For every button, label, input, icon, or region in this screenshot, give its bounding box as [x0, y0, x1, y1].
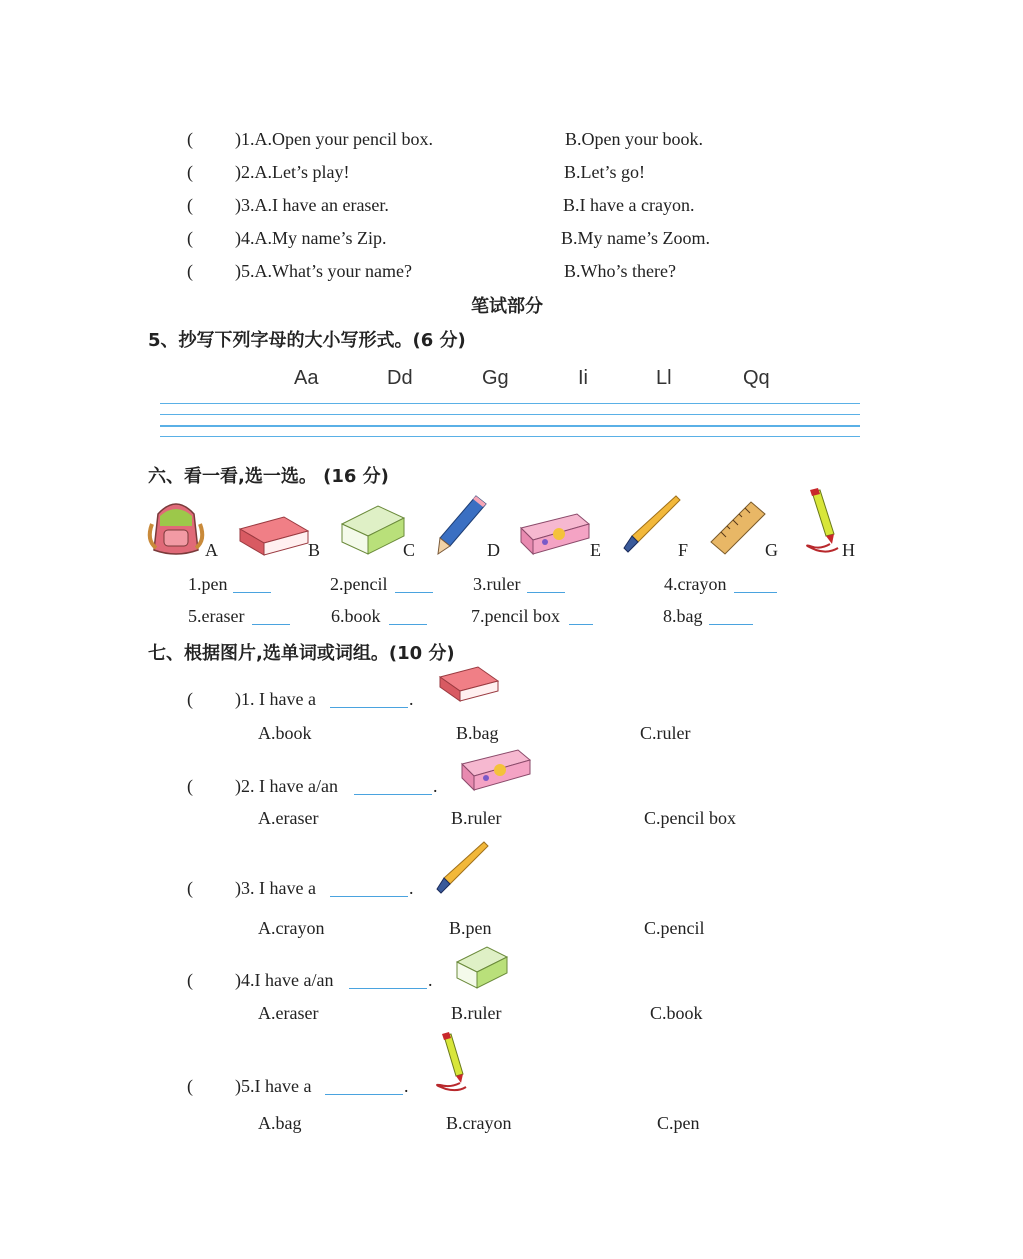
- pencil-icon: [436, 494, 488, 556]
- option-b[interactable]: B.ruler: [451, 808, 502, 828]
- listening-q3-b: B.I have a crayon.: [563, 195, 695, 215]
- question-end: .: [428, 970, 433, 990]
- question-stem: )2. I have a/an: [235, 776, 338, 796]
- answer-paren[interactable]: (: [187, 129, 193, 149]
- option-c[interactable]: C.ruler: [640, 723, 691, 743]
- answer-paren[interactable]: (: [187, 261, 193, 281]
- pen-icon: [622, 494, 680, 556]
- letter-pair: Gg: [482, 367, 509, 389]
- option-a[interactable]: A.eraser: [258, 1003, 319, 1023]
- option-c[interactable]: C.book: [650, 1003, 703, 1023]
- option-b[interactable]: B.ruler: [451, 1003, 502, 1023]
- answer-paren[interactable]: (: [187, 1076, 193, 1096]
- answer-blank[interactable]: [527, 578, 565, 593]
- answer-blank[interactable]: [354, 780, 432, 795]
- pen-icon: [436, 840, 488, 896]
- option-a[interactable]: A.eraser: [258, 808, 319, 828]
- answer-paren[interactable]: (: [187, 162, 193, 182]
- letter-pair: Ll: [656, 367, 672, 389]
- book-icon: [438, 665, 500, 705]
- writing-line: [160, 403, 860, 404]
- crayon-icon: [800, 488, 842, 556]
- letter-pair: Aa: [294, 367, 319, 389]
- question-end: .: [433, 776, 438, 796]
- option-b[interactable]: B.crayon: [446, 1113, 512, 1133]
- listening-q1-b: B.Open your book.: [565, 129, 703, 149]
- ruler-icon: [709, 500, 767, 556]
- answer-paren[interactable]: (: [187, 689, 193, 709]
- match-item-3: 3.ruler: [473, 574, 521, 594]
- answer-blank[interactable]: [330, 693, 408, 708]
- image-label-h: H: [842, 540, 855, 560]
- answer-blank[interactable]: [325, 1080, 403, 1095]
- option-b[interactable]: B.bag: [456, 723, 499, 743]
- answer-blank[interactable]: [252, 610, 290, 625]
- question-stem: )5.I have a: [235, 1076, 312, 1096]
- answer-blank[interactable]: [233, 578, 271, 593]
- match-item-8: 8.bag: [663, 606, 703, 626]
- option-a[interactable]: A.bag: [258, 1113, 302, 1133]
- option-c[interactable]: C.pen: [657, 1113, 700, 1133]
- answer-blank[interactable]: [349, 974, 427, 989]
- question-end: .: [409, 878, 414, 898]
- answer-paren[interactable]: (: [187, 195, 193, 215]
- question-stem: )1. I have a: [235, 689, 316, 709]
- writing-line: [160, 414, 860, 415]
- pencil-box-icon: [460, 748, 532, 792]
- section5-title: 5、抄写下列字母的大小写形式。(6 分): [148, 330, 466, 351]
- backpack-icon: [146, 494, 206, 558]
- written-section-title: 笔试部分: [471, 296, 543, 317]
- match-item-7: 7.pencil box: [471, 606, 560, 626]
- image-label-c: C: [403, 540, 416, 560]
- answer-blank[interactable]: [734, 578, 777, 593]
- question-stem: )3. I have a: [235, 878, 316, 898]
- option-b[interactable]: B.pen: [449, 918, 492, 938]
- eraser-icon: [455, 944, 509, 990]
- book-icon: [238, 515, 310, 557]
- question-end: .: [409, 689, 414, 709]
- answer-blank[interactable]: [330, 882, 408, 897]
- letter-pair: Qq: [743, 367, 770, 389]
- listening-q5-b: B.Who’s there?: [564, 261, 676, 281]
- eraser-icon: [340, 502, 406, 556]
- match-item-1: 1.pen: [188, 574, 228, 594]
- image-label-f: F: [678, 540, 689, 560]
- letter-pair: Dd: [387, 367, 413, 389]
- image-label-b: B: [308, 540, 321, 560]
- option-a[interactable]: A.crayon: [258, 918, 325, 938]
- image-label-a: A: [205, 540, 218, 560]
- image-label-g: G: [765, 540, 778, 560]
- answer-paren[interactable]: (: [187, 878, 193, 898]
- answer-blank[interactable]: [395, 578, 433, 593]
- match-item-2: 2.pencil: [330, 574, 388, 594]
- answer-paren[interactable]: (: [187, 970, 193, 990]
- crayon-icon: [432, 1032, 472, 1094]
- pencil-box-icon: [519, 512, 591, 556]
- listening-q2-a: )2.A.Let’s play!: [235, 162, 350, 182]
- answer-blank[interactable]: [569, 610, 593, 625]
- match-item-6: 6.book: [331, 606, 381, 626]
- question-stem: )4.I have a/an: [235, 970, 334, 990]
- answer-blank[interactable]: [709, 610, 753, 625]
- image-label-d: D: [487, 540, 500, 560]
- answer-blank[interactable]: [389, 610, 427, 625]
- match-item-5: 5.eraser: [188, 606, 245, 626]
- listening-q2-b: B.Let’s go!: [564, 162, 645, 182]
- writing-line: [160, 436, 860, 437]
- listening-q4-b: B.My name’s Zoom.: [561, 228, 710, 248]
- option-a[interactable]: A.book: [258, 723, 312, 743]
- listening-q1-a: )1.A.Open your pencil box.: [235, 129, 433, 149]
- answer-paren[interactable]: (: [187, 228, 193, 248]
- match-item-4: 4.crayon: [664, 574, 727, 594]
- section6-title: 六、看一看,选一选。 (16 分): [148, 466, 389, 487]
- section7-title: 七、根据图片,选单词或词组。(10 分): [148, 643, 455, 664]
- listening-q5-a: )5.A.What’s your name?: [235, 261, 412, 281]
- listening-q4-a: )4.A.My name’s Zip.: [235, 228, 387, 248]
- question-end: .: [404, 1076, 409, 1096]
- listening-q3-a: )3.A.I have an eraser.: [235, 195, 389, 215]
- answer-paren[interactable]: (: [187, 776, 193, 796]
- option-c[interactable]: C.pencil box: [644, 808, 736, 828]
- letter-pair: Ii: [578, 367, 588, 389]
- option-c[interactable]: C.pencil: [644, 918, 705, 938]
- writing-line: [160, 425, 860, 427]
- image-label-e: E: [590, 540, 601, 560]
